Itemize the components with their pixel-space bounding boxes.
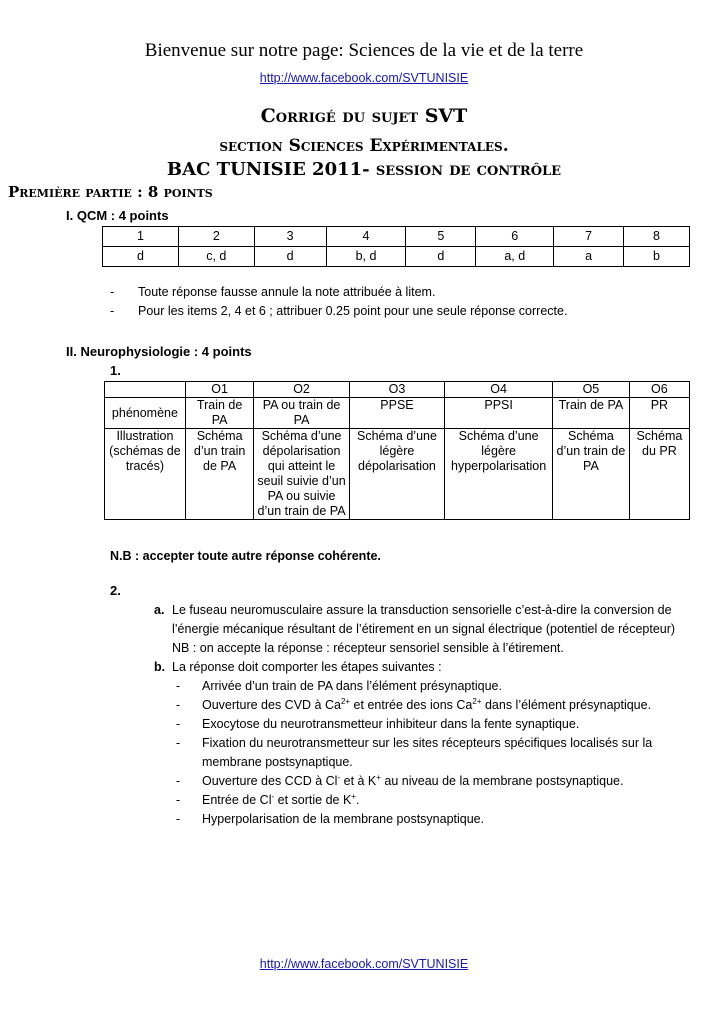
answer-2a <box>154 601 694 658</box>
list-item: - Ouverture des CCD à Cl- et à K+ au niveau de la membrane postsynaptique. <box>176 772 624 788</box>
doc-session: BAC TUNISIE 2011- session de contrôle <box>166 159 562 180</box>
list-item: - Arrivée d’un train de PA dans l’élément présynaptique. <box>176 679 502 693</box>
table-cell: PPSI <box>445 398 553 429</box>
list-item: - Toute réponse fausse annule la note attribuée à litem. <box>110 285 436 299</box>
qcm-answer: d <box>254 247 326 267</box>
answer-a-nb: NB : on accepte la réponse : récepteur sensoriel sensible à l’étirement. <box>172 641 564 655</box>
table-header: O2 <box>254 382 349 398</box>
qcm-item: 4 <box>326 227 406 247</box>
qcm-answer: b, d <box>326 247 406 267</box>
qcm-items-row <box>103 227 690 247</box>
answer-2b <box>154 658 694 677</box>
table-row <box>105 429 690 520</box>
table-header: O4 <box>445 382 553 398</box>
steps-list <box>176 677 686 829</box>
qcm-notes <box>110 283 567 321</box>
qcm-item: 2 <box>178 227 254 247</box>
site-title: Bienvenue sur notre page: Sciences de la vie et de la terre <box>144 40 584 61</box>
table-cell: Train de PA <box>553 398 630 429</box>
qcm-answer: d <box>103 247 179 267</box>
qcm-item: 1 <box>103 227 179 247</box>
list-item: - Exocytose du neurotransmetteur inhibiteur dans la fente synaptique. <box>176 717 580 731</box>
table-cell: Illustration (schémas de tracés) <box>105 429 186 520</box>
list-item: - Fixation du neurotransmetteur sur les sites récepteurs spécifiques localisés sur la membrane postsynaptique. <box>176 736 653 769</box>
list-item: - Hyperpolarisation de la membrane postsynaptique. <box>176 812 485 826</box>
answer-b-text: La réponse doit comporter les étapes suivantes : <box>172 660 442 674</box>
part-heading: Première partie : 8 points <box>8 183 213 201</box>
footer-link[interactable]: http://www.facebook.com/SVTUNISIE <box>259 957 469 971</box>
table-cell: Schéma d’un train de PA <box>553 429 630 520</box>
list-item: - Pour les items 2, 4 et 6 ; attribuer 0.25 point pour une seule réponse correcte. <box>110 304 568 318</box>
table-cell: PR <box>629 398 689 429</box>
qcm-item: 5 <box>406 227 476 247</box>
list-item: - Entrée de Cl- et sortie de K+. <box>176 791 360 807</box>
table-row <box>105 398 690 429</box>
table-cell: PPSE <box>349 398 444 429</box>
question-1-label: 1. <box>110 363 121 378</box>
table-header <box>105 382 186 398</box>
qcm-answer: b <box>624 247 690 267</box>
qcm-item: 6 <box>476 227 554 247</box>
neuro-table <box>104 381 690 520</box>
table-cell: Schéma d’une légère dépolarisation <box>349 429 444 520</box>
header-link[interactable]: http://www.facebook.com/SVTUNISIE <box>259 71 469 85</box>
table-cell: Schéma d’un train de PA <box>185 429 253 520</box>
qcm-answer: a, d <box>476 247 554 267</box>
doc-title: Corrigé du sujet SVT <box>260 105 468 127</box>
table-cell: PA ou train de PA <box>254 398 349 429</box>
qcm-item: 8 <box>624 227 690 247</box>
table-header: O3 <box>349 382 444 398</box>
answer-a-text: Le fuseau neuromusculaire assure la transduction sensorielle c’est-à-dire la conversion de l’énergie mécanique résultant de l’étirement en un signal électrique (potentiel de récepteur) <box>172 603 676 636</box>
nb-note: N.B : accepter toute autre réponse cohérente. <box>110 549 381 563</box>
list-item: - Ouverture des CVD à $Ca^{2+}$ et entrée des ions $Ca^{2+}$ dans l’élément présynaptique. <box>176 696 652 712</box>
table-header: O5 <box>553 382 630 398</box>
qcm-table <box>102 226 690 267</box>
qcm-heading: I. QCM : 4 points <box>66 208 169 223</box>
doc-subtitle: section Sciences Expérimentales. <box>219 136 509 156</box>
question-2-label: 2. <box>110 583 121 598</box>
qcm-answer: d <box>406 247 476 267</box>
qcm-item: 3 <box>254 227 326 247</box>
table-cell: Schéma d’une dépolarisation qui atteint le seuil suivie d’un PA ou suivie d’un train de PA <box>254 429 349 520</box>
table-cell: Schéma du PR <box>629 429 689 520</box>
qcm-answer: a <box>554 247 624 267</box>
answer-b-label: b. <box>154 660 166 674</box>
table-cell: phénomène <box>105 398 186 429</box>
qcm-answer: c, d <box>178 247 254 267</box>
neuro-heading: II. Neurophysiologie : 4 points <box>66 344 252 359</box>
qcm-item: 7 <box>554 227 624 247</box>
answer-a-label: a. <box>154 603 165 617</box>
table-header-row <box>105 382 690 398</box>
table-header: O1 <box>185 382 253 398</box>
table-cell: Train de PA <box>185 398 253 429</box>
table-header: O6 <box>629 382 689 398</box>
qcm-answers-row <box>103 247 690 267</box>
table-cell: Schéma d’une légère hyperpolarisation <box>445 429 553 520</box>
